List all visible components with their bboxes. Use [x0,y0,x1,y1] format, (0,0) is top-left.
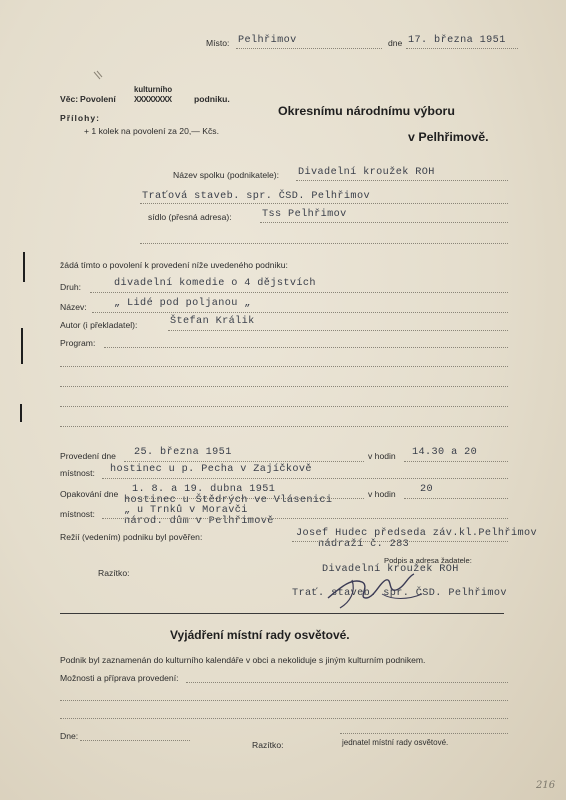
council-dne-line [80,740,190,741]
vec-label: Věc: [60,94,79,104]
hodin2-line [404,498,508,499]
nazev-spolku-line [296,180,508,181]
addressee-line1: Okresnímu národnímu výboru [278,104,455,118]
section-divider [60,613,504,614]
dne-label: dne [388,38,403,48]
council-razitko-label: Razítko: [252,740,284,750]
misto-value: Pelhřimov [238,35,297,46]
pencil-mark-icon [92,70,104,82]
razitko-label: Razítko: [98,568,130,578]
signature-line1: Divadelní kroužek ROH [322,564,459,575]
rezie-value1: Josef Hudec předseda záv.kl.Pelhřimov [296,528,537,539]
mistnost2-line3: národ. dům v Pelhřimově [124,516,274,527]
dne-line [406,48,518,49]
addressee-line2: v Pelhřimově. [408,130,489,144]
struck-word: XXXXXXXX [134,95,172,104]
autor-line [168,330,508,331]
opakovani-value: 1. 8. a 19. dubna 1951 [132,484,276,495]
rezie-line [292,541,508,542]
nazev-spolku-label: Název spolku (podnikatele): [173,170,280,180]
provedeni-value: 25. března 1951 [134,447,232,458]
nazev-value: „ Lidé pod poljanou „ [114,298,251,309]
povoleni-word: Povolení [80,94,116,104]
misto-label: Místo: [206,38,230,48]
organizer-line2-rule [140,203,508,204]
moznosti-line-3 [60,718,508,719]
mistnost2-rule [102,518,508,519]
prilohy-value: + 1 kolek na povolení za 20,— Kčs. [84,126,219,136]
opakovani-label: Opakování dne [60,489,119,499]
dne-value: 17. března 1951 [408,35,506,46]
nazev-line [92,312,508,313]
mistnost2-label: místnost: [60,509,95,519]
mistnost-value: hostinec u p. Pecha v Zajíčkově [110,464,312,475]
blank-line-1 [140,243,508,244]
hodin-value: 14.30 a 20 [412,447,478,458]
program-label: Program: [60,338,96,348]
signature-line2: Trať. staveb. spr. ČSD. Pelhřimov [292,588,507,599]
mistnost2-line2: „ u Trnků v Moravči [124,505,248,516]
jednatel-label: jednatel místní rady osvětové. [342,738,449,747]
program-line-4 [60,406,508,407]
mistnost-line [102,478,508,479]
sidlo-value: Tss Pelhřimov [262,209,347,220]
prilohy-label: Přílohy: [60,113,100,123]
council-statement: Podnik byl zaznamenán do kulturního kalendáře v obci a nekoliduje s jiným kulturním podnikem. [60,655,426,665]
mistnost-label: místnost: [60,468,95,478]
provedeni-label: Provedení dne [60,451,116,461]
margin-mark [23,252,25,282]
misto-line [236,48,382,49]
druh-line [90,292,508,293]
podniku-word: podniku. [194,94,230,104]
margin-mark [20,404,22,422]
council-heading: Vyjádření místní rady osvětové. [170,628,350,642]
sidlo-line [260,222,508,223]
rezie-value2: nádraží č. 283 [318,539,410,550]
handwritten-signature-icon [322,568,432,612]
request-intro: žádá tímto o povolení k provedení níže uvedeného podniku: [60,260,288,270]
moznosti-line-1 [186,682,508,683]
autor-value: Štefan Králik [170,316,255,327]
council-dne-label: Dne: [60,731,79,741]
program-line-5 [60,426,508,427]
autor-label: Autor (i překladatel): [60,320,138,330]
program-line-3 [60,386,508,387]
nazev-label: Název: [60,302,87,312]
hodin2-label: v hodin [368,489,396,499]
hodin-line [404,461,508,462]
druh-label: Druh: [60,282,82,292]
margin-mark [21,328,23,364]
nazev-spolku-value: Divadelní kroužek ROH [298,167,435,178]
program-line-2 [60,366,508,367]
sidlo-label: sídlo (přesná adresa): [148,212,232,222]
provedeni-line [124,461,364,462]
signature-caption: Podpis a adresa žadatele: [384,556,472,565]
mistnost2-line1: hostinec u Štědrých ve Vlásenici [124,495,333,506]
program-line-1 [104,347,508,348]
page-note: 216 [536,780,556,791]
kulturniho-word: kulturního [134,85,173,94]
moznosti-label: Možnosti a příprava provedení: [60,673,179,683]
rezie-label: Režií (vedením) podniku byl pověřen: [60,532,203,542]
hodin-label: v hodin [368,451,396,461]
moznosti-line-2 [60,700,508,701]
druh-value: divadelní komedie o 4 dějstvích [114,278,316,289]
hodin2-value: 20 [420,484,434,495]
organizer-line2: Traťová staveb. spr. ČSD. Pelhřimov [142,191,370,202]
jednatel-line [340,733,508,734]
